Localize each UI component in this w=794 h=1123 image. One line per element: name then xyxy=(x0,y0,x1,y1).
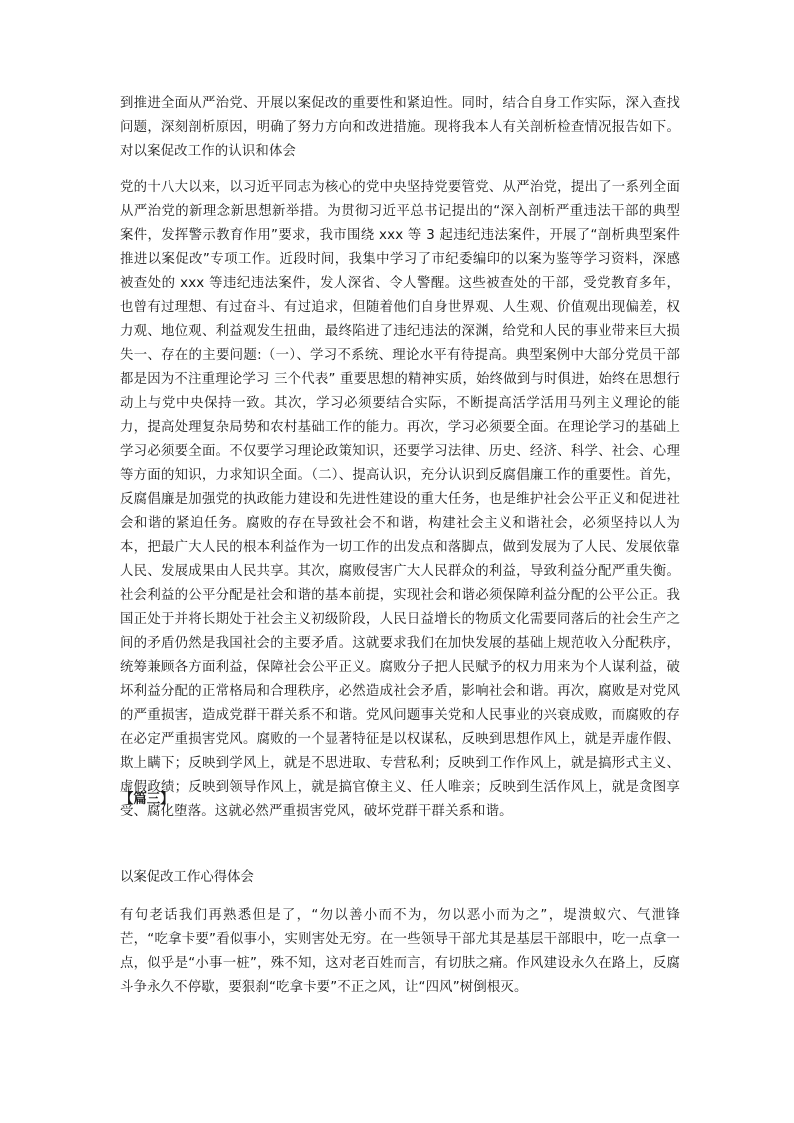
body-paragraph: 党的十八大以来，以习近平同志为核心的党中央坚持党要管党、从严治党，提出了一系列全面从严治党的新理念新思想新举措。为贯彻习近平总书记提出的“深入剖析严重违法干部的典型案件，发挥警示教育作用”要求，我市围绕 xxx 等 3 起违纪违法案件，开展了“剖析典型案件推进以案促改”专项工作。近段时间，我集中学习了市纪委编印的以案为鉴等学习资料，深感被查处的 xxx 等违纪违法案件，发人深省、令人警醒。这些被查处的干部，受党教育多年，也曾有过理想、有过奋斗、有过追求，但随着他们自身世界观、人生观、价值观出现偏差，权力观、地位观、利益观发生扭曲，最终陷进了违纪违法的深渊，给党和人民的事业带来巨大损失一、存在的主要问题:（一）、学习不系统、理论水平有待提高。典型案例中大部分党员干部都是因为不注重理论学习 三个代表” 重要思想的精神实质，始终做到与时俱进，始终在思想行动上与党中央保持一致。其次，学习必须要结合实际，不断提高活学活用马列主义理论的能力，提高处理复杂局势和农村基础工作的能力。再次，学习必须要全面。在理论学习的基础上学习必须要全面。不仅要学习理论政策知识，还要学习法律、历史、经济、科学、社会、心理等方面的知识，力求知识全面。（二）、提高认识，充分认识到反腐倡廉工作的重要性。首先，反腐倡廉是加强党的执政能力建设和先进性建设的重大任务，也是维护社会公平正义和促进社会和谐的紧迫任务。腐败的存在导致社会不和谐，构建社会主义和谐社会，必须坚持以人为本，把最广大人民的根本利益作为一切工作的出发点和落脚点，做到发展为了人民、发展依靠人民、发展成果由人民共享。其次，腐败侵害广大人民群众的利益，导致利益分配严重失衡。社会利益的公平分配是社会和谐的基本前提，实现社会和谐必须保障利益分配的公平公正。我国正处于并将长期处于社会主义初级阶段，人民日益增长的物质文化需要同落后的社会生产之间的矛盾仍然是我国社会的主要矛盾。这就要求我们在加快发展的基础上规范收入分配秩序，统筹兼顾各方面利益，保障社会公平正义。腐败分子把人民赋予的权力用来为个人谋利益，破坏利益分配的正常格局和合理秩序，必然造成社会矛盾，影响社会和谐。再次，腐败是对党风的严重损害，造成党群干群关系不和谐。党风问题事关党和人民事业的兴衰成败，而腐败的存在必定严重损害党风。腐败的一个显著特征是以权谋私，反映到思想作风上，就是弄虚作假、欺上瞒下；反映到学风上，就是不思进取、专营私利；反映到工作作风上，就是搞形式主义、虚假政绩；反映到领导作风上，就是搞官僚主义、任人唯亲；反映到生活作风上，就是贪图享受、腐化堕落。这就必然严重损害党风，破坏党群干群关系和谐。 xyxy=(120,180,680,819)
intro-paragraph: 到推进全面从严治党、开展以案促改的重要性和紧迫性。同时，结合自身工作实际，深入查找问题，深刻剖析原因，明确了努力方向和改进措施。现将我本人有关剖析检查情况报告如下。 对以案促改工作的认识和体会 xyxy=(120,96,680,159)
closing-paragraph: 有句老话我们再熟悉但是了，“勿以善小而不为，勿以恶小而为之”，堤溃蚁穴、气泄锋芒，“吃拿卡要”看似事小，实则害处无穷。在一些领导干部尤其是基层干部眼中，吃一点拿一点，似乎是“小事一桩”，殊不知，这对老百姓而言，有切肤之痛。作风建设永久在路上，反腐斗争永久不停歇，要狠刹“吃拿卡要”不正之风，让“四风”树倒根灭。 xyxy=(120,908,680,995)
sub-title: 以案促改工作心得体会 xyxy=(120,870,254,885)
section-heading: 【篇三】 xyxy=(120,792,174,807)
